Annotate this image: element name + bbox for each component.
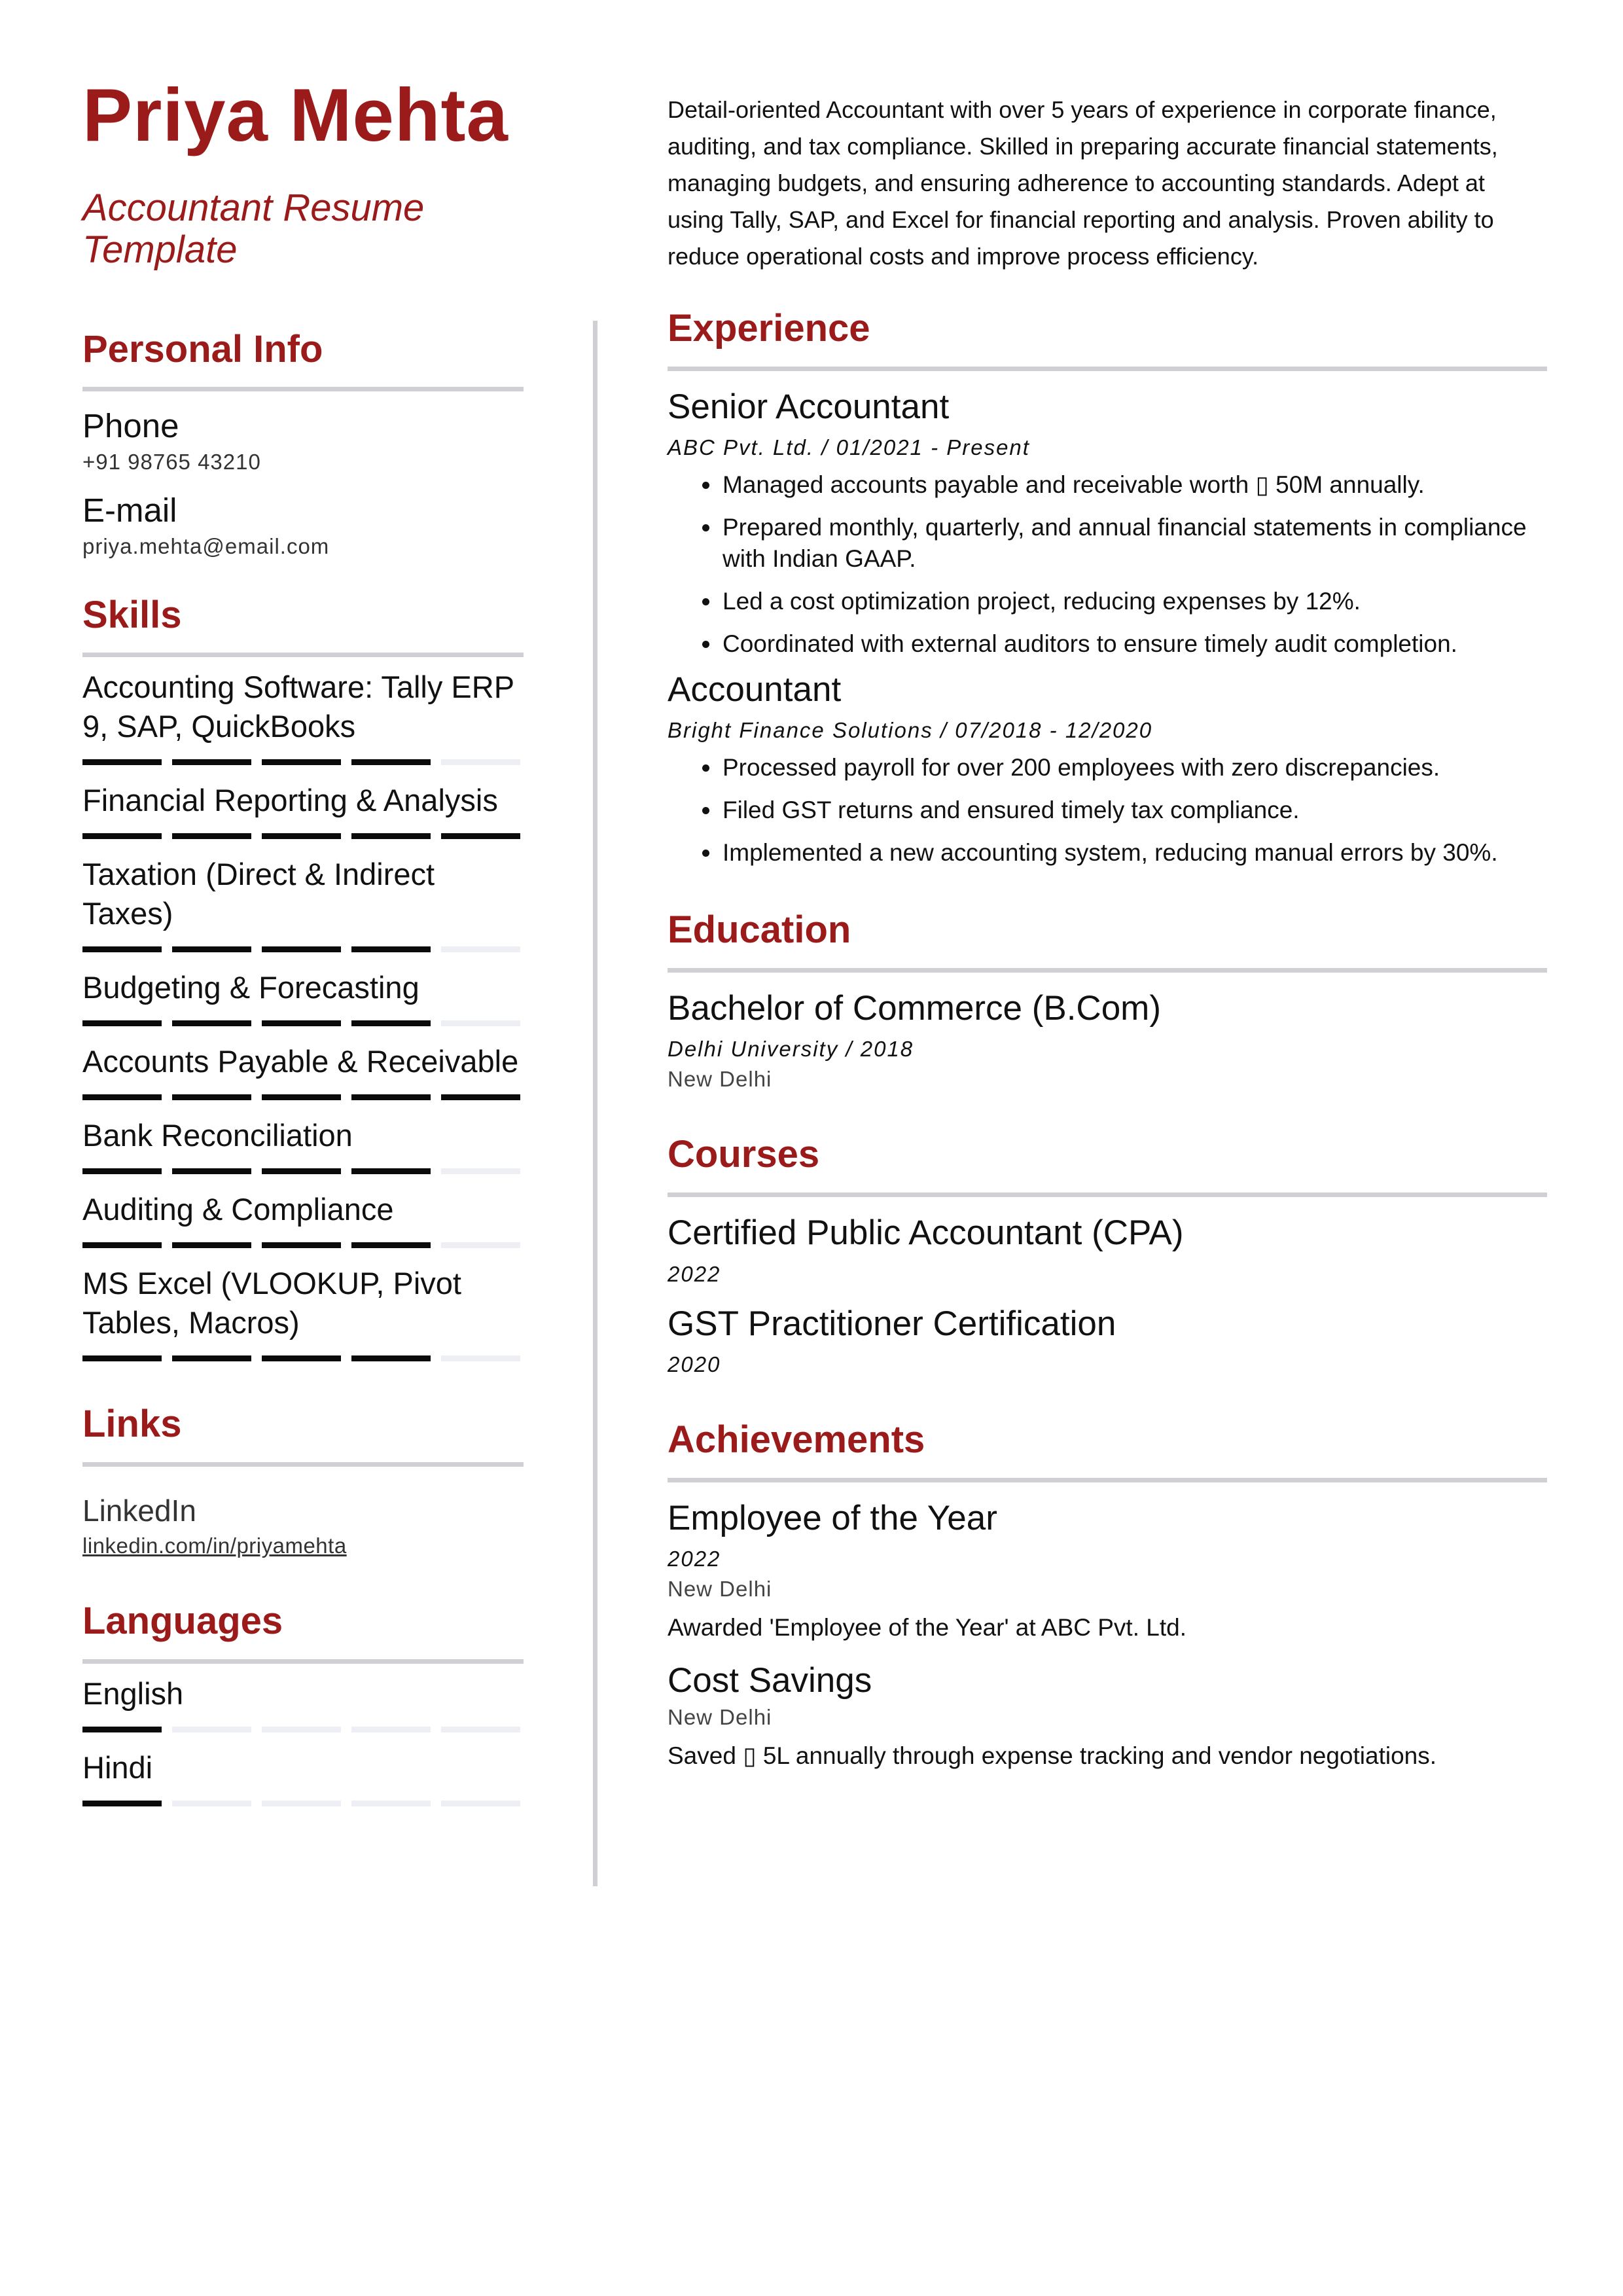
level-bar-filled [172, 833, 251, 839]
level-bar-empty [441, 759, 520, 765]
level-bar-filled [82, 1355, 162, 1361]
skill-item [82, 1116, 524, 1174]
skill-name: Budgeting & Forecasting [82, 970, 419, 1005]
language-name: Hindi [82, 1750, 153, 1785]
level-bar-filled [441, 1094, 520, 1100]
education-heading: Education [668, 908, 851, 952]
skills-heading: Skills [82, 593, 182, 636]
meta-separator: / [940, 718, 955, 743]
section-divider [668, 367, 1547, 371]
level-bar-filled [351, 1094, 431, 1100]
skill-name: Financial Reporting & Analysis [82, 783, 498, 818]
skill-name: Bank Reconciliation [82, 1118, 353, 1153]
links-heading: Links [82, 1403, 182, 1446]
level-bar-filled [82, 1094, 162, 1100]
skill-item [82, 855, 524, 952]
job-bullet: • Filed GST returns and ensured timely tax compliance. [721, 795, 1547, 826]
level-bar-filled [262, 1094, 341, 1100]
course-year: 2022 [668, 1261, 721, 1286]
skill-level-bars [82, 1094, 524, 1100]
level-bar-filled [172, 1168, 251, 1174]
skill-item [82, 1190, 524, 1248]
level-bar-filled [351, 1355, 431, 1361]
level-bar-empty [441, 1355, 520, 1361]
language-item [82, 1674, 524, 1732]
level-bar-filled [172, 759, 251, 765]
level-bar-empty [351, 1801, 431, 1806]
links-section [82, 1403, 524, 1558]
job-bullet: • Coordinated with external auditors to ensure timely audit completion. [721, 628, 1547, 660]
job-bullets [668, 469, 1547, 660]
level-bar-empty [441, 1727, 520, 1732]
achievement-name: Employee of the Year [668, 1498, 997, 1537]
achievements-section [668, 1419, 1547, 1772]
level-bar-filled [262, 1020, 341, 1026]
job-meta [668, 435, 1547, 460]
linkedin-label: LinkedIn [82, 1494, 196, 1528]
section-divider [82, 387, 524, 391]
level-bar-filled [82, 1727, 162, 1732]
job-bullet: • Managed accounts payable and receivable worth ▯ 50M annually. [721, 469, 1547, 501]
job-title: Senior Accountant [668, 387, 950, 426]
level-bar-filled [351, 946, 431, 952]
experience-section [668, 308, 1547, 869]
meta-separator: / [821, 435, 836, 460]
level-bar-empty [441, 1020, 520, 1026]
level-bar-filled [441, 833, 520, 839]
achievement-entry [668, 1499, 1547, 1643]
skill-level-bars [82, 1355, 524, 1361]
level-bar-filled [82, 833, 162, 839]
section-divider [82, 1462, 524, 1467]
skill-name: Accounting Software: Tally ERP 9, SAP, QuickBooks [82, 670, 514, 744]
achievement-year: 2022 [668, 1546, 721, 1571]
section-divider [668, 968, 1547, 973]
profile-summary: Detail-oriented Accountant with over 5 years of experience in corporate finance, auditing, and tax compliance. Skilled in preparing accurate financial statements, managing budgets, and ensuring adherence to accounting standards. Adept at using Tally, SAP, and Excel for financial reporting and analysis. Proven ability to reduce operational costs and improve process efficiency. [668, 96, 1498, 270]
skill-item [82, 1264, 524, 1361]
language-item [82, 1748, 524, 1806]
course-name: GST Practitioner Certification [668, 1304, 1116, 1343]
level-bar-filled [262, 1168, 341, 1174]
level-bar-filled [351, 833, 431, 839]
achievement-name: Cost Savings [668, 1660, 872, 1700]
skill-item [82, 968, 524, 1026]
course-entry [668, 1214, 1547, 1286]
phone-label: Phone [82, 407, 179, 445]
email-label: E-mail [82, 492, 177, 529]
level-bar-filled [262, 946, 341, 952]
job-bullet: • Led a cost optimization project, reducing expenses by 12%. [721, 586, 1547, 617]
job-entry [668, 671, 1547, 869]
meta-separator: / [846, 1037, 861, 1062]
level-bar-filled [262, 1242, 341, 1248]
section-divider [668, 1478, 1547, 1482]
language-name: English [82, 1676, 184, 1712]
skill-name: Auditing & Compliance [82, 1192, 394, 1227]
achievement-location: New Delhi [668, 1705, 772, 1730]
job-dates: 07/2018 - 12/2020 [955, 718, 1153, 743]
section-divider [668, 1193, 1547, 1197]
course-year: 2020 [668, 1352, 721, 1376]
skill-name: MS Excel (VLOOKUP, Pivot Tables, Macros) [82, 1266, 461, 1340]
job-bullets [668, 752, 1547, 869]
level-bar-empty [262, 1727, 341, 1732]
courses-section [668, 1134, 1547, 1376]
level-bar-empty [441, 946, 520, 952]
level-bar-empty [351, 1727, 431, 1732]
achievement-description: Awarded 'Employee of the Year' at ABC Pvt. Ltd. [668, 1613, 1186, 1641]
skill-level-bars [82, 1168, 524, 1174]
level-bar-filled [262, 833, 341, 839]
level-bar-filled [351, 1242, 431, 1248]
level-bar-filled [82, 1242, 162, 1248]
skill-name: Accounts Payable & Receivable [82, 1044, 519, 1079]
level-bar-empty [172, 1727, 251, 1732]
job-dates: 01/2021 - Present [836, 435, 1030, 460]
resume-subtitle: Accountant Resume Template [82, 187, 425, 271]
job-bullet: • Implemented a new accounting system, reducing manual errors by 30%. [721, 837, 1547, 869]
achievements-heading: Achievements [668, 1418, 925, 1461]
skills-section [82, 594, 524, 1362]
job-bullet: • Prepared monthly, quarterly, and annual financial statements in compliance with Indian GAAP. [721, 512, 1547, 575]
section-divider [82, 1659, 524, 1664]
job-company: ABC Pvt. Ltd. [668, 435, 815, 460]
email-value: priya.mehta@email.com [82, 533, 330, 558]
skill-item [82, 781, 524, 839]
skill-name: Taxation (Direct & Indirect Taxes) [82, 857, 435, 931]
education-location: New Delhi [668, 1067, 772, 1092]
skill-item [82, 668, 524, 765]
education-section [668, 909, 1547, 1092]
personal-info-section [82, 329, 524, 559]
level-bar-filled [172, 1094, 251, 1100]
job-bullet: • Processed payroll for over 200 employees with zero discrepancies. [721, 752, 1547, 783]
skill-item [82, 1042, 524, 1100]
level-bar-filled [351, 1168, 431, 1174]
skill-level-bars [82, 833, 524, 839]
job-meta [668, 718, 1547, 743]
degree-title: Bachelor of Commerce (B.Com) [668, 989, 1161, 1028]
level-bar-empty [172, 1801, 251, 1806]
achievement-location: New Delhi [668, 1576, 772, 1601]
level-bar-filled [82, 759, 162, 765]
courses-heading: Courses [668, 1133, 820, 1176]
languages-section [82, 1600, 524, 1806]
right-column [668, 308, 1547, 1772]
level-bar-filled [351, 1020, 431, 1026]
level-bar-filled [262, 759, 341, 765]
education-meta [668, 1037, 1547, 1062]
candidate-name: Priya Mehta [82, 74, 508, 157]
skill-level-bars [82, 759, 524, 765]
course-entry [668, 1305, 1547, 1377]
section-divider [82, 653, 524, 657]
phone-value: +91 98765 43210 [82, 450, 261, 475]
skills-list [82, 668, 524, 1361]
level-bar-filled [172, 1242, 251, 1248]
skill-level-bars [82, 1242, 524, 1248]
languages-heading: Languages [82, 1600, 283, 1643]
job-entry [668, 388, 1547, 660]
graduation-year: 2018 [860, 1037, 914, 1062]
level-bar-empty [441, 1168, 520, 1174]
language-level-bars [82, 1727, 524, 1732]
level-bar-filled [82, 1168, 162, 1174]
language-level-bars [82, 1801, 524, 1806]
level-bar-empty [262, 1801, 341, 1806]
level-bar-empty [441, 1801, 520, 1806]
level-bar-filled [82, 1020, 162, 1026]
achievement-description: Saved ▯ 5L annually through expense tracking and vendor negotiations. [668, 1742, 1437, 1770]
level-bar-filled [351, 759, 431, 765]
job-title: Accountant [668, 670, 842, 709]
left-column [82, 74, 524, 1806]
level-bar-filled [172, 1355, 251, 1361]
level-bar-filled [172, 946, 251, 952]
skill-level-bars [82, 1020, 524, 1026]
level-bar-filled [82, 1801, 162, 1806]
skill-level-bars [82, 946, 524, 952]
linkedin-link[interactable]: linkedin.com/in/priyamehta [82, 1534, 347, 1558]
achievement-entry [668, 1662, 1547, 1772]
column-divider [593, 321, 597, 1886]
job-company: Bright Finance Solutions [668, 718, 933, 743]
level-bar-empty [441, 1242, 520, 1248]
level-bar-filled [172, 1020, 251, 1026]
personal-info-heading: Personal Info [82, 327, 323, 370]
level-bar-filled [262, 1355, 341, 1361]
level-bar-filled [82, 946, 162, 952]
school-name: Delhi University [668, 1037, 839, 1062]
course-name: Certified Public Accountant (CPA) [668, 1213, 1184, 1253]
experience-heading: Experience [668, 307, 870, 350]
